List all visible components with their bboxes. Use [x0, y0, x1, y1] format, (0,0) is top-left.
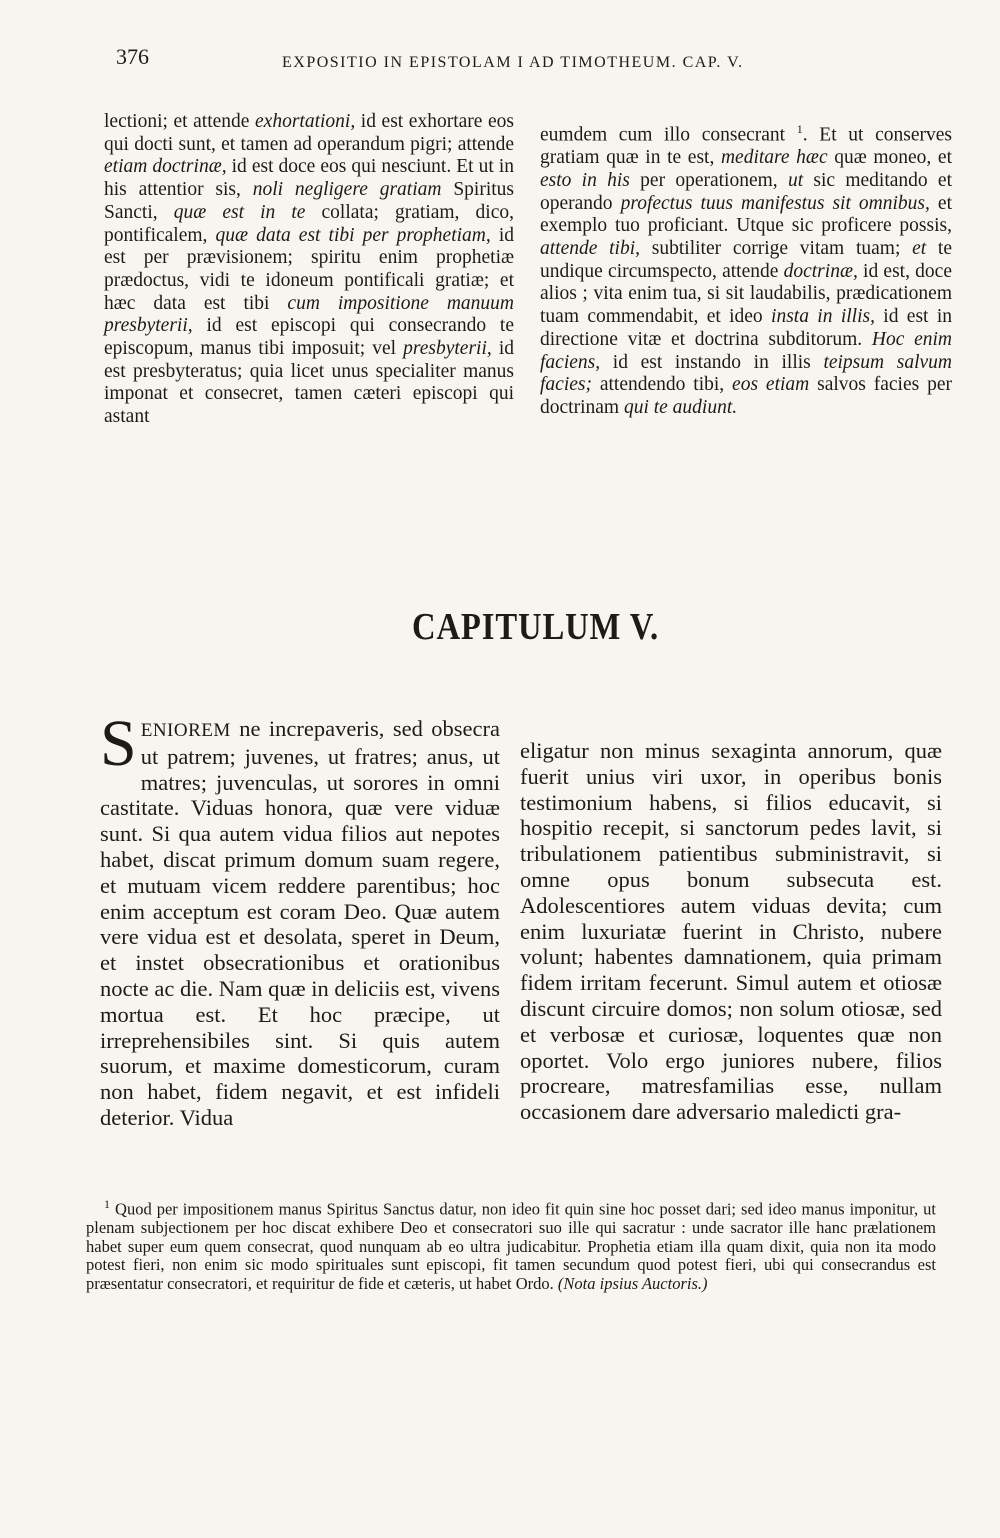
italic-run: meditare hæc — [720, 147, 828, 169]
footnote-ref: 1 — [796, 122, 803, 136]
first-word: ENIOREM — [140, 720, 231, 741]
italic-run: esto in his — [540, 169, 630, 191]
italic-run: Hoc enim faciens, — [540, 328, 952, 373]
italic-run: profectus tuus manifestus sit omnibus, — [620, 192, 930, 214]
commentary-right-text — [540, 118, 952, 420]
italic-run: insta in illis, — [771, 306, 875, 328]
italic-run: etiam doctrinæ, — [104, 156, 227, 178]
footnote-body: Quod per impositionem manus Spiritus Sanctus datur, non ideo fit quin sine hoc posset dari; sed ideo manus imponitur, ut plenam subjectionem per hoc discat exhibere Deo et consecratori suo ille qui sacratur : unde sacrator ille hanc prælationem habet super eum quem consecrat, quod nunquam ab eo ultra judicabitur. Prophetia etiam illa quam dixit, quia non ita modo potest fieri, non enim sic modo spirituales sunt episcopi, fit tamen secundum quod potest fieri, ubi qui consecrandus est præsentatur consecratori, et requiritur de fide et cæteris, ut habet Ordo. — [86, 1199, 936, 1293]
italic-run: presbyterii, — [403, 338, 492, 360]
text-run: sic meditando et operando — [540, 169, 952, 214]
chapter-left-column — [100, 707, 500, 1131]
text-run: id est, doce alios ; vita enim tua, si sit laudabilis, prædicationem tuam commendabit, et ideo — [540, 260, 952, 328]
italic-run: et — [912, 238, 927, 260]
chapter-left-body: ne increpaveris, sed obsecra ut patrem; juvenes, ut fratres; anus, ut matres; juvenculas, ut sorores in omni castitate. Viduas honora, quæ vere viduæ sunt. Si qua autem vidua filios aut nepotes habet, discat primum domum suam regere, et mutuam vicem reddere parentibus; hoc enim acceptum est coram Deo. Quæ autem vere vidua est et desolata, speret in Deum, et instet obsecrationibus et orationibus nocte ac die. Nam quæ in deliciis est, vivens mortua est. Et hoc præcipe, ut irreprehensibiles sint. Si quis autem suorum, et maxime domesticorum, curam non habet, fidem negavit, et est infideli deterior. Vidua — [100, 716, 500, 1130]
running-head: EXPOSITIO IN EPISTOLAM I AD TIMOTHEUM. CAP. V. — [282, 54, 744, 71]
text-run: Spiritus Sancti, — [104, 179, 514, 223]
text-run: subtiliter corrige vitam tuam; — [640, 238, 913, 260]
chapter-right-text: eligatur non minus sexaginta annorum, quæ fuerit unius viri uxor, in operibus bonis testimonium habens, si filios educavit, si hospitio recepit, si sanctorum pedes lavit, si tribulationem patientibus subministravit, si omne opus bonum subsecuta est. Adolescentiores autem viduas devita; cum enim luxuriatæ fuerint in Christo, nubere volunt; habentes damnationem, quia primam fidem irritam fecerunt. Simul autem et otiosæ discunt circuire domos; non solum otiosæ, sed et verbosæ et curiosæ, loquentes quæ non oportet. Volo ergo juniores nubere, filios procreare, matresfamilias esse, nullam occasionem dare adversario maledicti gra- — [520, 738, 942, 1125]
text-run: eumdem cum illo consecrant — [540, 124, 797, 146]
text-run: quæ moneo, et — [827, 147, 953, 169]
italic-run: noli negligere gratiam — [252, 179, 442, 201]
footnote-author-note: (Nota ipsius Auctoris.) — [557, 1273, 708, 1293]
text-run: id est presbyteratus; quia licet unus specialiter manus imponat et consecret, tamen cæteri episcopi qui astant — [104, 338, 515, 428]
page-number: 376 — [116, 44, 149, 69]
chapter-left-text — [100, 707, 500, 1131]
italic-run: eos etiam — [732, 374, 810, 396]
text-run: id est exhortare eos qui docti sunt, et tamen ad operandum pigri; attende — [104, 111, 514, 155]
footnote-mark: 1 — [104, 1197, 110, 1211]
text-run: collata; gratiam, dico, pontificalem, — [104, 201, 514, 246]
commentary-right-column — [540, 118, 952, 420]
chapter-right-column — [520, 738, 942, 1125]
italic-run: qui te audiunt. — [623, 396, 738, 418]
text-run: per operationem, — [629, 169, 788, 191]
italic-run: doctrinæ, — [783, 260, 858, 282]
footnote-text — [86, 1195, 936, 1293]
text-run: id est in directione vitæ et doctrina subditorum. — [540, 306, 952, 350]
chapter-title: CAPITULUM V. — [412, 606, 659, 648]
text-run: id est episcopi qui consecrando te episcopum, manus tibi imposuit; vel — [104, 315, 514, 360]
italic-run: attende tibi, — [540, 238, 641, 260]
italic-run: exhortationi, — [255, 111, 356, 132]
text-run: id est doce eos qui nesciunt. Et ut in his attentior sis, — [104, 156, 514, 201]
italic-run: ut — [787, 169, 804, 191]
commentary-left-text — [104, 111, 514, 429]
text-run: salvos facies per doctrinam — [540, 374, 952, 418]
text-run: . Et ut conserves gratiam quæ in te est, — [540, 124, 952, 169]
drop-cap: S — [100, 707, 137, 780]
commentary-left-column — [104, 111, 514, 429]
text-run: lectioni; et attende — [104, 111, 256, 132]
text-run: et exemplo tuo proficiant. Utque sic proficere possis, — [540, 192, 952, 237]
italic-run: quæ est in te — [173, 201, 306, 223]
text-run: id est instando in illis — [600, 351, 824, 373]
italic-run: teipsum salvum facies; — [540, 351, 953, 396]
italic-run: quæ data est tibi per prophetiam, — [215, 224, 491, 246]
text-run: te undique circumspecto, attende — [540, 238, 953, 282]
text-run: id est per prævisionem; spiritu enim prophetiæ prædoctus, vidi te idoneum pontificali gratiæ; et hæc data est tibi — [104, 224, 514, 314]
text-run: attendendo tibi, — [591, 374, 733, 396]
italic-run: cum impositione manuum presbyterii, — [104, 292, 514, 337]
footnote — [86, 1195, 936, 1293]
